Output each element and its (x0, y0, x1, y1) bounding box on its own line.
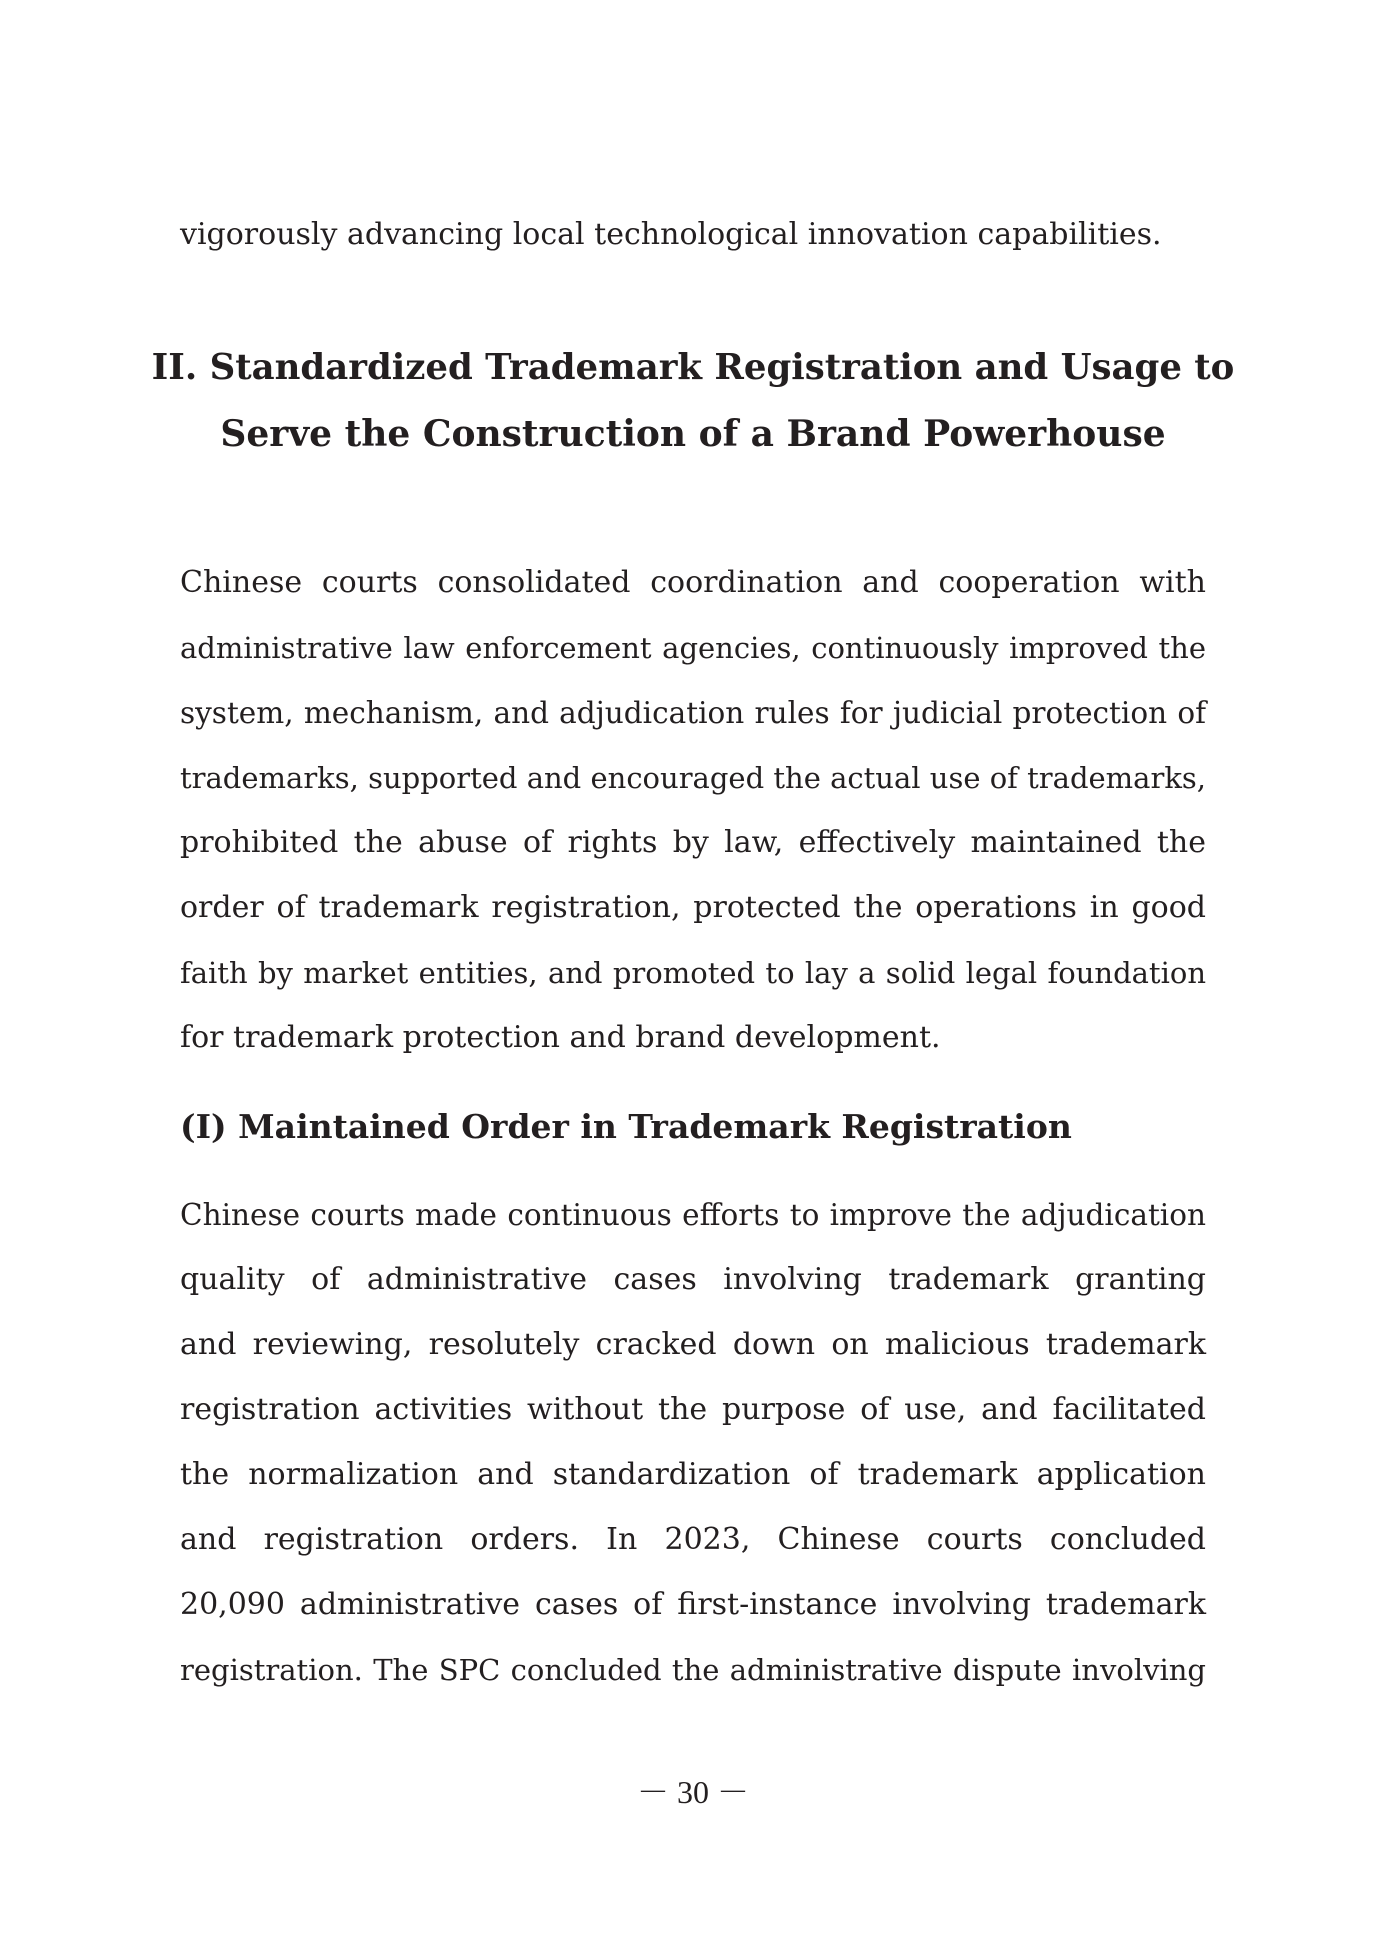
page-number: － 30 － (636, 1774, 749, 1810)
paragraph-line: quality of administrative cases involving trademark granting (180, 1262, 1206, 1297)
paragraph-line: 20,090 administrative cases of first-instance involving trademark (180, 1587, 1206, 1622)
section-heading-line-1: II. Standardized Trademark Registration and Usage to (151, 347, 1235, 388)
paragraph-line: administrative law enforcement agencies, continuously improved the (180, 631, 1206, 665)
paragraph-line: faith by market entities, and promoted to lay a solid legal foundation (180, 956, 1206, 990)
section-heading (150, 335, 1236, 467)
paragraph-line: and reviewing, resolutely cracked down on malicious trademark (180, 1327, 1206, 1362)
paragraph-line: and registration orders. In 2023, Chinese courts concluded (180, 1522, 1206, 1557)
paragraph-line: registration activities without the purpose of use, and facilitated (180, 1392, 1206, 1427)
section-heading-line-2: Serve the Construction of a Brand Powerhouse (220, 413, 1166, 455)
paragraph-line: Chinese courts made continuous efforts to improve the adjudication (180, 1198, 1206, 1232)
subsection-heading: (I) Maintained Order in Trademark Registration (180, 1107, 1072, 1146)
paragraph-line: the normalization and standardization of trademark application (180, 1457, 1206, 1492)
intro-line: vigorously advancing local technological innovation capabilities. (180, 217, 1162, 252)
paragraph-line: system, mechanism, and adjudication rules for judicial protection of (180, 696, 1206, 730)
paragraph-line: prohibited the abuse of rights by law, effectively maintained the (180, 825, 1206, 860)
paragraph-line: trademarks, supported and encouraged the actual use of trademarks, (180, 761, 1206, 795)
paragraph-line: for trademark protection and brand development. (180, 1020, 941, 1055)
paragraph-line: registration. The SPC concluded the administrative dispute involving (180, 1653, 1206, 1687)
paragraph-line: Chinese courts consolidated coordination and cooperation with (180, 565, 1206, 600)
paragraph-line: order of trademark registration, protected the operations in good (180, 890, 1206, 925)
